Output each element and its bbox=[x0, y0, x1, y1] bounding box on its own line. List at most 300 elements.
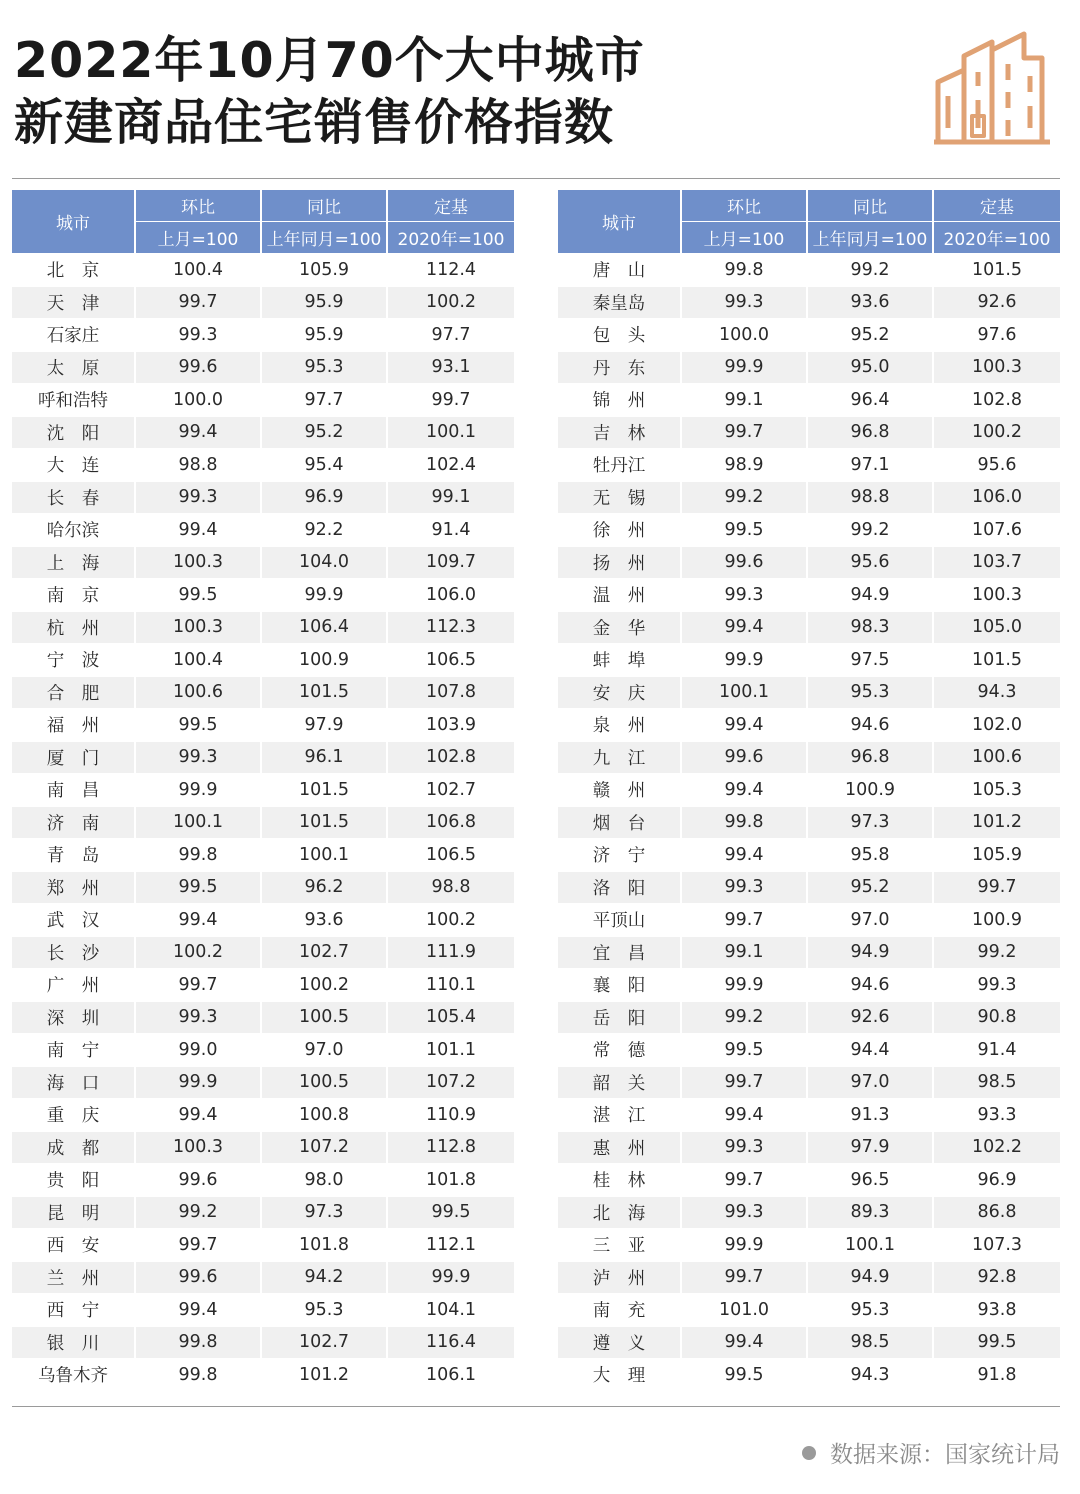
fixed-cell: 106.0 bbox=[934, 482, 1060, 515]
mom-cell: 99.3 bbox=[682, 579, 808, 612]
mom-cell: 99.8 bbox=[136, 839, 262, 872]
city-cell: 兰 州 bbox=[12, 1262, 136, 1295]
yoy-cell: 95.3 bbox=[808, 1294, 934, 1327]
city-cell: 三 亚 bbox=[558, 1229, 682, 1262]
yoy-cell: 100.5 bbox=[262, 1002, 388, 1035]
table-row bbox=[558, 319, 1060, 352]
city-cell: 厦 门 bbox=[12, 742, 136, 775]
buildings-icon bbox=[934, 28, 1050, 146]
city-cell: 宜 昌 bbox=[558, 937, 682, 970]
yoy-cell: 95.9 bbox=[262, 287, 388, 320]
city-cell: 洛 阳 bbox=[558, 872, 682, 905]
fixed-cell: 102.7 bbox=[388, 774, 514, 807]
table-row bbox=[12, 514, 514, 547]
city-cell: 呼和浩特 bbox=[12, 384, 136, 417]
city-cell: 青 岛 bbox=[12, 839, 136, 872]
mom-cell: 99.5 bbox=[136, 579, 262, 612]
city-cell: 太 原 bbox=[12, 352, 136, 385]
table-row bbox=[558, 1034, 1060, 1067]
yoy-cell: 94.3 bbox=[808, 1359, 934, 1392]
city-cell: 襄 阳 bbox=[558, 969, 682, 1002]
table-row bbox=[558, 352, 1060, 385]
mom-cell: 99.6 bbox=[136, 1164, 262, 1197]
table-row bbox=[558, 1132, 1060, 1165]
table-row bbox=[558, 969, 1060, 1002]
city-cell: 常 德 bbox=[558, 1034, 682, 1067]
city-cell: 银 川 bbox=[12, 1327, 136, 1360]
fixed-cell: 95.6 bbox=[934, 449, 1060, 482]
fixed-cell: 101.2 bbox=[934, 807, 1060, 840]
table-row bbox=[558, 514, 1060, 547]
fixed-cell: 107.6 bbox=[934, 514, 1060, 547]
mom-cell: 100.1 bbox=[682, 677, 808, 710]
fixed-cell: 107.8 bbox=[388, 677, 514, 710]
table-row bbox=[12, 1294, 514, 1327]
yoy-cell: 94.2 bbox=[262, 1262, 388, 1295]
fixed-cell: 100.1 bbox=[388, 417, 514, 450]
yoy-cell: 98.5 bbox=[808, 1327, 934, 1360]
yoy-cell: 97.3 bbox=[808, 807, 934, 840]
fixed-cell: 106.8 bbox=[388, 807, 514, 840]
yoy-cell: 96.9 bbox=[262, 482, 388, 515]
yoy-cell: 95.0 bbox=[808, 352, 934, 385]
fixed-cell: 98.8 bbox=[388, 872, 514, 905]
city-cell: 无 锡 bbox=[558, 482, 682, 515]
city-cell: 深 圳 bbox=[12, 1002, 136, 1035]
city-cell: 丹 东 bbox=[558, 352, 682, 385]
yoy-cell: 98.8 bbox=[808, 482, 934, 515]
mom-cell: 99.3 bbox=[682, 1132, 808, 1165]
yoy-cell: 97.0 bbox=[262, 1034, 388, 1067]
table-row bbox=[558, 482, 1060, 515]
mom-cell: 100.0 bbox=[682, 319, 808, 352]
mom-cell: 99.7 bbox=[682, 1262, 808, 1295]
table-row bbox=[558, 677, 1060, 710]
mom-cell: 99.7 bbox=[682, 904, 808, 937]
yoy-cell: 95.2 bbox=[262, 417, 388, 450]
title-line-1: 2022年10月70个大中城市 bbox=[14, 32, 645, 89]
city-cell: 蚌 埠 bbox=[558, 644, 682, 677]
header-fixed: 定基 bbox=[388, 190, 514, 222]
fixed-cell: 100.3 bbox=[934, 352, 1060, 385]
city-cell: 赣 州 bbox=[558, 774, 682, 807]
mom-cell: 100.3 bbox=[136, 1132, 262, 1165]
fixed-cell: 111.9 bbox=[388, 937, 514, 970]
yoy-cell: 101.5 bbox=[262, 677, 388, 710]
title-line-2: 新建商品住宅销售价格指数 bbox=[14, 94, 615, 151]
fixed-cell: 100.2 bbox=[388, 904, 514, 937]
fixed-cell: 105.9 bbox=[934, 839, 1060, 872]
yoy-cell: 100.9 bbox=[262, 644, 388, 677]
fixed-cell: 112.4 bbox=[388, 254, 514, 287]
mom-cell: 99.5 bbox=[682, 1359, 808, 1392]
fixed-cell: 99.7 bbox=[388, 384, 514, 417]
table-row bbox=[12, 1229, 514, 1262]
mom-cell: 99.6 bbox=[136, 1262, 262, 1295]
city-cell: 昆 明 bbox=[12, 1197, 136, 1230]
fixed-cell: 99.5 bbox=[934, 1327, 1060, 1360]
mom-cell: 99.9 bbox=[136, 1067, 262, 1100]
table-row bbox=[12, 709, 514, 742]
yoy-cell: 101.8 bbox=[262, 1229, 388, 1262]
city-cell: 唐 山 bbox=[558, 254, 682, 287]
city-cell: 沈 阳 bbox=[12, 417, 136, 450]
table-row bbox=[558, 449, 1060, 482]
table-row bbox=[12, 449, 514, 482]
city-cell: 温 州 bbox=[558, 579, 682, 612]
table-row bbox=[12, 1164, 514, 1197]
yoy-cell: 97.3 bbox=[262, 1197, 388, 1230]
city-cell: 合 肥 bbox=[12, 677, 136, 710]
yoy-cell: 97.5 bbox=[808, 644, 934, 677]
mom-cell: 99.7 bbox=[682, 1067, 808, 1100]
fixed-cell: 112.1 bbox=[388, 1229, 514, 1262]
table-row bbox=[12, 807, 514, 840]
table-row bbox=[558, 1099, 1060, 1132]
mom-cell: 99.5 bbox=[136, 709, 262, 742]
table-row bbox=[12, 1132, 514, 1165]
yoy-cell: 96.4 bbox=[808, 384, 934, 417]
city-cell: 大 理 bbox=[558, 1359, 682, 1392]
fixed-cell: 99.7 bbox=[934, 872, 1060, 905]
city-cell: 岳 阳 bbox=[558, 1002, 682, 1035]
city-cell: 泸 州 bbox=[558, 1262, 682, 1295]
table-row bbox=[12, 1099, 514, 1132]
mom-cell: 99.9 bbox=[682, 969, 808, 1002]
fixed-cell: 100.9 bbox=[934, 904, 1060, 937]
bottom-divider bbox=[12, 1406, 1060, 1407]
mom-cell: 99.3 bbox=[136, 319, 262, 352]
yoy-cell: 100.5 bbox=[262, 1067, 388, 1100]
yoy-cell: 94.4 bbox=[808, 1034, 934, 1067]
mom-cell: 100.2 bbox=[136, 937, 262, 970]
mom-cell: 99.2 bbox=[682, 482, 808, 515]
mom-cell: 99.7 bbox=[682, 1164, 808, 1197]
city-cell: 北 海 bbox=[558, 1197, 682, 1230]
city-cell: 天 津 bbox=[12, 287, 136, 320]
mom-cell: 99.1 bbox=[682, 937, 808, 970]
mom-cell: 99.3 bbox=[682, 1197, 808, 1230]
yoy-cell: 107.2 bbox=[262, 1132, 388, 1165]
yoy-cell: 98.3 bbox=[808, 612, 934, 645]
city-cell: 平顶山 bbox=[558, 904, 682, 937]
table-row bbox=[12, 287, 514, 320]
table-row bbox=[12, 1327, 514, 1360]
fixed-cell: 102.4 bbox=[388, 449, 514, 482]
city-cell: 长 沙 bbox=[12, 937, 136, 970]
fixed-cell: 98.5 bbox=[934, 1067, 1060, 1100]
header-city: 城市 bbox=[558, 190, 682, 254]
table-row bbox=[558, 1164, 1060, 1197]
header-fixed: 定基 bbox=[934, 190, 1060, 222]
city-cell: 广 州 bbox=[12, 969, 136, 1002]
table-row bbox=[12, 1034, 514, 1067]
fixed-cell: 100.3 bbox=[934, 579, 1060, 612]
fixed-cell: 101.8 bbox=[388, 1164, 514, 1197]
table-row bbox=[12, 677, 514, 710]
fixed-cell: 102.0 bbox=[934, 709, 1060, 742]
city-cell: 南 昌 bbox=[12, 774, 136, 807]
city-cell: 济 宁 bbox=[558, 839, 682, 872]
city-cell: 西 宁 bbox=[12, 1294, 136, 1327]
data-source-text: 数据来源：国家统计局 bbox=[830, 1442, 1060, 1468]
top-divider bbox=[12, 178, 1060, 179]
fixed-cell: 112.3 bbox=[388, 612, 514, 645]
mom-cell: 99.6 bbox=[682, 742, 808, 775]
city-cell: 烟 台 bbox=[558, 807, 682, 840]
table-row bbox=[558, 839, 1060, 872]
yoy-cell: 94.9 bbox=[808, 1262, 934, 1295]
fixed-cell: 86.8 bbox=[934, 1197, 1060, 1230]
city-cell: 杭 州 bbox=[12, 612, 136, 645]
mom-cell: 100.3 bbox=[136, 612, 262, 645]
fixed-cell: 102.8 bbox=[934, 384, 1060, 417]
mom-cell: 99.1 bbox=[682, 384, 808, 417]
yoy-cell: 102.7 bbox=[262, 937, 388, 970]
yoy-cell: 100.1 bbox=[262, 839, 388, 872]
city-cell: 济 南 bbox=[12, 807, 136, 840]
mom-cell: 99.8 bbox=[136, 1327, 262, 1360]
mom-cell: 98.8 bbox=[136, 449, 262, 482]
mom-cell: 99.4 bbox=[682, 709, 808, 742]
fixed-cell: 99.3 bbox=[934, 969, 1060, 1002]
mom-cell: 99.8 bbox=[682, 807, 808, 840]
mom-cell: 99.7 bbox=[682, 417, 808, 450]
yoy-cell: 95.2 bbox=[808, 319, 934, 352]
fixed-cell: 101.5 bbox=[934, 254, 1060, 287]
mom-cell: 99.3 bbox=[136, 1002, 262, 1035]
fixed-cell: 112.8 bbox=[388, 1132, 514, 1165]
fixed-cell: 93.8 bbox=[934, 1294, 1060, 1327]
yoy-cell: 96.2 bbox=[262, 872, 388, 905]
yoy-cell: 92.6 bbox=[808, 1002, 934, 1035]
table-row bbox=[12, 319, 514, 352]
yoy-cell: 100.2 bbox=[262, 969, 388, 1002]
yoy-cell: 99.2 bbox=[808, 514, 934, 547]
table-row bbox=[558, 1327, 1060, 1360]
mom-cell: 99.4 bbox=[136, 904, 262, 937]
fixed-cell: 104.1 bbox=[388, 1294, 514, 1327]
table-row bbox=[558, 1294, 1060, 1327]
fixed-cell: 105.0 bbox=[934, 612, 1060, 645]
table-row bbox=[12, 937, 514, 970]
yoy-cell: 91.3 bbox=[808, 1099, 934, 1132]
header-mom: 环比 bbox=[682, 190, 808, 222]
city-cell: 上 海 bbox=[12, 547, 136, 580]
city-cell: 秦皇岛 bbox=[558, 287, 682, 320]
fixed-cell: 93.3 bbox=[934, 1099, 1060, 1132]
mom-cell: 99.6 bbox=[136, 352, 262, 385]
mom-cell: 99.9 bbox=[682, 1229, 808, 1262]
yoy-cell: 95.3 bbox=[262, 1294, 388, 1327]
city-cell: 大 连 bbox=[12, 449, 136, 482]
header-fixed-base: 2020年=100 bbox=[388, 222, 514, 254]
city-cell: 贵 阳 bbox=[12, 1164, 136, 1197]
city-cell: 吉 林 bbox=[558, 417, 682, 450]
table-row bbox=[12, 579, 514, 612]
yoy-cell: 95.3 bbox=[262, 352, 388, 385]
header-mom-base: 上月=100 bbox=[682, 222, 808, 254]
yoy-cell: 97.1 bbox=[808, 449, 934, 482]
fixed-cell: 97.7 bbox=[388, 319, 514, 352]
yoy-cell: 101.2 bbox=[262, 1359, 388, 1392]
yoy-cell: 101.5 bbox=[262, 807, 388, 840]
yoy-cell: 97.7 bbox=[262, 384, 388, 417]
yoy-cell: 96.8 bbox=[808, 417, 934, 450]
city-cell: 福 州 bbox=[12, 709, 136, 742]
table-row bbox=[12, 547, 514, 580]
city-cell: 海 口 bbox=[12, 1067, 136, 1100]
table-row bbox=[558, 1067, 1060, 1100]
city-cell: 湛 江 bbox=[558, 1099, 682, 1132]
fixed-cell: 96.9 bbox=[934, 1164, 1060, 1197]
yoy-cell: 95.9 bbox=[262, 319, 388, 352]
yoy-cell: 93.6 bbox=[808, 287, 934, 320]
yoy-cell: 96.5 bbox=[808, 1164, 934, 1197]
mom-cell: 99.6 bbox=[682, 547, 808, 580]
yoy-cell: 98.0 bbox=[262, 1164, 388, 1197]
table-row bbox=[558, 579, 1060, 612]
fixed-cell: 105.4 bbox=[388, 1002, 514, 1035]
fixed-cell: 106.5 bbox=[388, 839, 514, 872]
yoy-cell: 89.3 bbox=[808, 1197, 934, 1230]
fixed-cell: 97.6 bbox=[934, 319, 1060, 352]
header-mom: 环比 bbox=[136, 190, 262, 222]
header-yoy-base: 上年同月=100 bbox=[262, 222, 388, 254]
city-cell: 遵 义 bbox=[558, 1327, 682, 1360]
city-cell: 金 华 bbox=[558, 612, 682, 645]
table-row bbox=[12, 1262, 514, 1295]
mom-cell: 99.2 bbox=[682, 1002, 808, 1035]
mom-cell: 100.3 bbox=[136, 547, 262, 580]
city-cell: 泉 州 bbox=[558, 709, 682, 742]
city-cell: 牡丹江 bbox=[558, 449, 682, 482]
mom-cell: 100.6 bbox=[136, 677, 262, 710]
header-yoy: 同比 bbox=[262, 190, 388, 222]
table-row bbox=[558, 384, 1060, 417]
table-row bbox=[12, 1002, 514, 1035]
table-row bbox=[558, 417, 1060, 450]
city-cell: 扬 州 bbox=[558, 547, 682, 580]
yoy-cell: 95.8 bbox=[808, 839, 934, 872]
mom-cell: 99.3 bbox=[682, 872, 808, 905]
table-row bbox=[12, 644, 514, 677]
yoy-cell: 100.9 bbox=[808, 774, 934, 807]
city-cell: 南 宁 bbox=[12, 1034, 136, 1067]
mom-cell: 99.8 bbox=[136, 1359, 262, 1392]
header-yoy: 同比 bbox=[808, 190, 934, 222]
fixed-cell: 116.4 bbox=[388, 1327, 514, 1360]
city-cell: 九 江 bbox=[558, 742, 682, 775]
mom-cell: 99.0 bbox=[136, 1034, 262, 1067]
mom-cell: 99.7 bbox=[136, 1229, 262, 1262]
fixed-cell: 91.8 bbox=[934, 1359, 1060, 1392]
yoy-cell: 95.6 bbox=[808, 547, 934, 580]
table-row bbox=[558, 937, 1060, 970]
city-cell: 宁 波 bbox=[12, 644, 136, 677]
fixed-cell: 100.2 bbox=[934, 417, 1060, 450]
fixed-cell: 91.4 bbox=[388, 514, 514, 547]
table-row bbox=[12, 969, 514, 1002]
city-cell: 徐 州 bbox=[558, 514, 682, 547]
yoy-cell: 94.6 bbox=[808, 709, 934, 742]
table-row bbox=[12, 612, 514, 645]
fixed-cell: 94.3 bbox=[934, 677, 1060, 710]
mom-cell: 99.4 bbox=[682, 612, 808, 645]
fixed-cell: 109.7 bbox=[388, 547, 514, 580]
city-cell: 西 安 bbox=[12, 1229, 136, 1262]
mom-cell: 100.4 bbox=[136, 644, 262, 677]
yoy-cell: 92.2 bbox=[262, 514, 388, 547]
table-row bbox=[12, 742, 514, 775]
fixed-cell: 91.4 bbox=[934, 1034, 1060, 1067]
table-row bbox=[558, 709, 1060, 742]
table-row bbox=[558, 904, 1060, 937]
mom-cell: 99.8 bbox=[682, 254, 808, 287]
mom-cell: 99.4 bbox=[682, 1099, 808, 1132]
yoy-cell: 94.9 bbox=[808, 579, 934, 612]
page-title bbox=[14, 30, 645, 154]
mom-cell: 99.9 bbox=[136, 774, 262, 807]
table-row bbox=[558, 1229, 1060, 1262]
table-row bbox=[558, 644, 1060, 677]
mom-cell: 99.3 bbox=[136, 742, 262, 775]
data-source bbox=[802, 1436, 1060, 1469]
mom-cell: 99.9 bbox=[682, 352, 808, 385]
table-row bbox=[558, 774, 1060, 807]
table-row bbox=[12, 1067, 514, 1100]
table-row bbox=[558, 742, 1060, 775]
yoy-cell: 104.0 bbox=[262, 547, 388, 580]
city-cell: 南 京 bbox=[12, 579, 136, 612]
fixed-cell: 105.3 bbox=[934, 774, 1060, 807]
city-cell: 惠 州 bbox=[558, 1132, 682, 1165]
city-cell: 武 汉 bbox=[12, 904, 136, 937]
table-row bbox=[558, 254, 1060, 287]
bullet-dot-icon bbox=[802, 1446, 816, 1460]
fixed-cell: 101.5 bbox=[934, 644, 1060, 677]
city-cell: 桂 林 bbox=[558, 1164, 682, 1197]
header-yoy-base: 上年同月=100 bbox=[808, 222, 934, 254]
table-row bbox=[558, 1197, 1060, 1230]
mom-cell: 99.4 bbox=[682, 774, 808, 807]
table-row bbox=[558, 547, 1060, 580]
fixed-cell: 106.5 bbox=[388, 644, 514, 677]
city-cell: 韶 关 bbox=[558, 1067, 682, 1100]
fixed-cell: 100.6 bbox=[934, 742, 1060, 775]
city-cell: 南 充 bbox=[558, 1294, 682, 1327]
city-cell: 安 庆 bbox=[558, 677, 682, 710]
fixed-cell: 92.8 bbox=[934, 1262, 1060, 1295]
mom-cell: 100.0 bbox=[136, 384, 262, 417]
yoy-cell: 95.4 bbox=[262, 449, 388, 482]
fixed-cell: 103.9 bbox=[388, 709, 514, 742]
mom-cell: 100.4 bbox=[136, 254, 262, 287]
mom-cell: 99.5 bbox=[682, 514, 808, 547]
yoy-cell: 106.4 bbox=[262, 612, 388, 645]
yoy-cell: 105.9 bbox=[262, 254, 388, 287]
table-row bbox=[558, 807, 1060, 840]
table-row bbox=[12, 774, 514, 807]
mom-cell: 101.0 bbox=[682, 1294, 808, 1327]
mom-cell: 99.4 bbox=[136, 417, 262, 450]
yoy-cell: 100.8 bbox=[262, 1099, 388, 1132]
yoy-cell: 95.3 bbox=[808, 677, 934, 710]
fixed-cell: 99.2 bbox=[934, 937, 1060, 970]
fixed-cell: 106.0 bbox=[388, 579, 514, 612]
yoy-cell: 94.9 bbox=[808, 937, 934, 970]
header-fixed-base: 2020年=100 bbox=[934, 222, 1060, 254]
